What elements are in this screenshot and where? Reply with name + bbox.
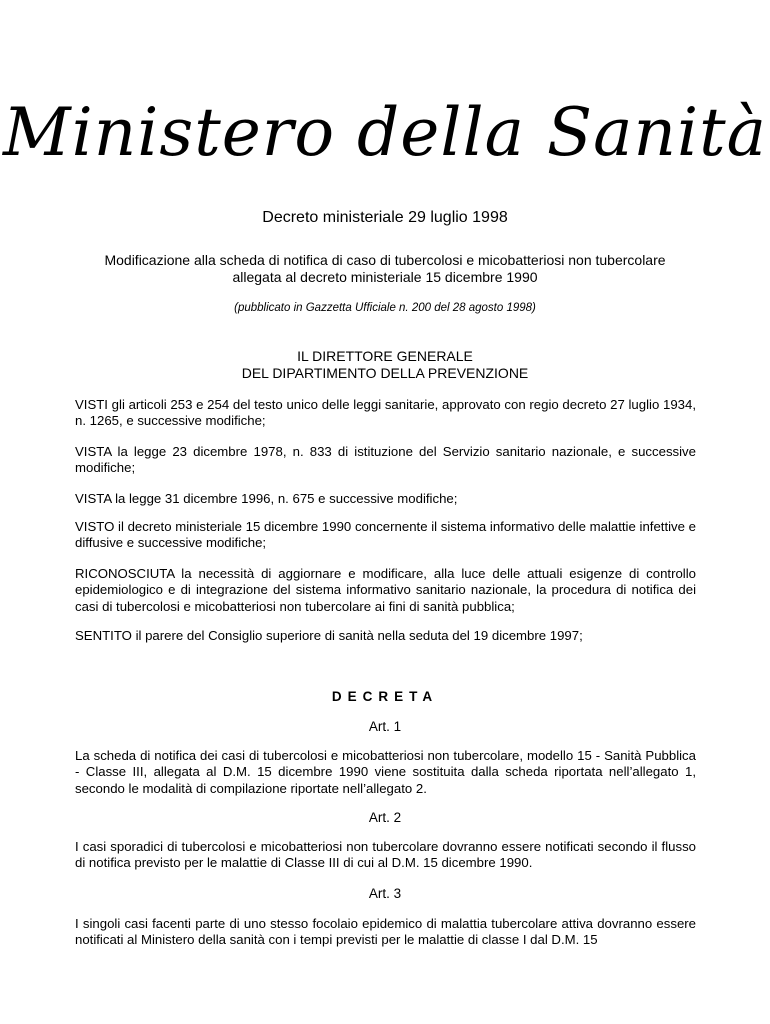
premise-sentito: SENTITO il parere del Consiglio superiore di sanità nella seduta del 19 dicembre 1997; [75,628,583,643]
article-1-heading: Art. 1 [368,719,402,734]
article-2-text: I casi sporadici di tubercolosi e micobatteriosi non tubercolare dovranno essere notificati secondo il flusso di notifica previsto per le malattie di Classe III di cui al D.M. 15 dicembre 1990. [75,839,696,871]
issuing-authority [60,348,710,382]
premise-vista-833: VISTA la legge 23 dicembre 1978, n. 833 di istituzione del Servizio sanitario nazionale, e successive modifiche; [75,444,696,476]
premise-visti: VISTI gli articoli 253 e 254 del testo unico delle leggi sanitarie, approvato con regio decreto 27 luglio 1934, n. 1265, e successive modifiche; [75,397,696,429]
issuing-authority-line-2: DEL DIPARTIMENTO DELLA PREVENZIONE [241,365,529,381]
gazzetta-reference: (pubblicato in Gazzetta Ufficiale n. 200 del 28 agosto 1998) [234,302,536,314]
premise-vista-675: VISTA la legge 31 dicembre 1996, n. 675 e successive modifiche; [75,491,458,506]
article-2-heading: Art. 2 [368,810,402,825]
article-3-text: I singoli casi facenti parte di uno stesso focolaio epidemico di malattia tubercolare attiva dovranno essere notificati al Ministero della sanità con i tempi previsti per le malattie di classe I dal D.M. 15 [75,916,696,948]
decree-title: Decreto ministeriale 29 luglio 1998 [262,209,508,226]
decree-subtitle-line-2: allegata al decreto ministeriale 15 dicembre 1990 [232,269,538,285]
decreta-heading: DECRETA [331,689,439,704]
decree-subtitle-line-1: Modificazione alla scheda di notifica di caso di tubercolosi e micobatteriosi non tubercolare [104,252,666,268]
premise-visto: VISTO il decreto ministeriale 15 dicembre 1990 concernente il sistema informativo delle malattie infettive e diffusive e successive modifiche; [75,519,696,551]
issuing-authority-line-1: IL DIRETTORE GENERALE [297,348,473,364]
ministry-masthead: Ministero della Sanità [3,94,767,171]
decree-subtitle [60,252,710,286]
article-1-text: La scheda di notifica dei casi di tubercolosi e micobatteriosi non tubercolare, modello 15 - Sanità Pubblica - Classe III, allegata al D.M. 15 dicembre 1990 viene sostituita dalla scheda riportata nell’allegato 1, secondo le modalità di compilazione riportate nell’allegato 2. [75,748,696,796]
article-3-heading: Art. 3 [368,886,402,901]
premise-riconosciuta: RICONOSCIUTA la necessità di aggiornare e modificare, alla luce delle attuali esigenze di controllo epidemiologico e di integrazione del sistema informativo sanitario nazionale, la procedura di notifica dei casi di tubercolosi e micobatteriosi non tubercolare ai fini di sanità pubblica; [75,566,696,614]
